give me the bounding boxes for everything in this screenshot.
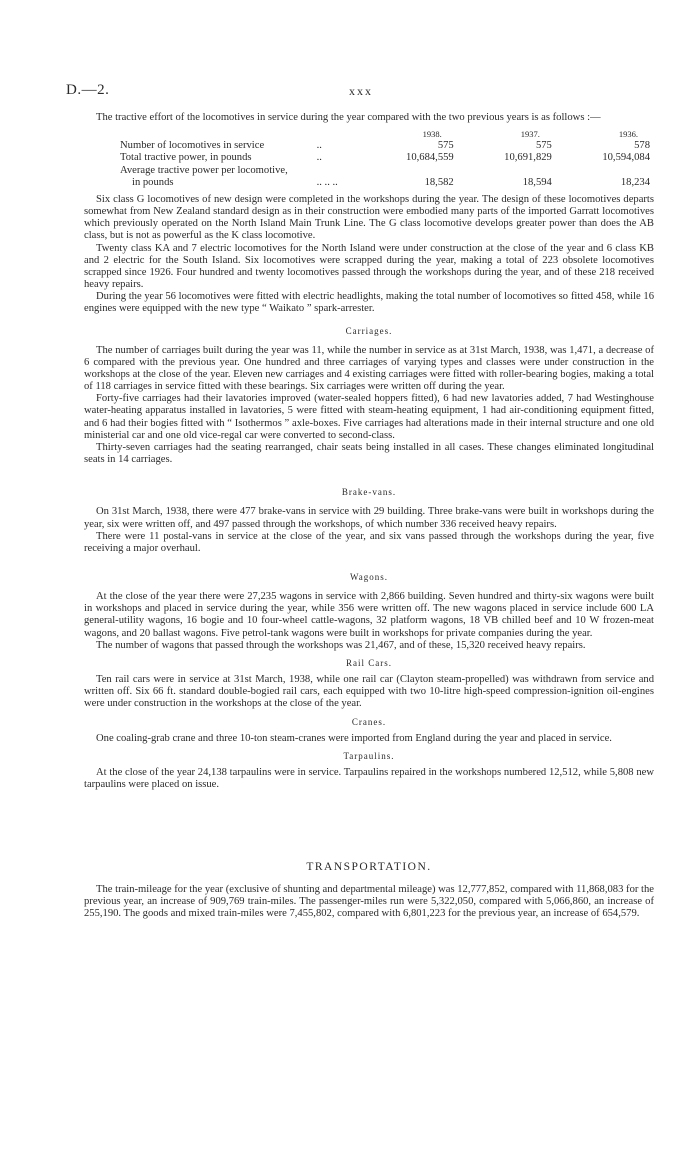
intro-paragraph: The tractive effort of the locomotives in service during the year compared with the two previous years is as follows :— xyxy=(96,112,601,123)
locomotive-paragraph: Twenty class KA and 7 electric locomotives for the North Island were under construction at the close of the year and 6 class KB and 2 electric for the South Island. Six locomotives were scrapped during the year, making a total of 223 obsolete locomotives scrapped since 1926. Four hundred and twenty locomotives passed through the workshops during the year, and of these 218 received heavy repairs. xyxy=(84,242,654,291)
tractive-effort-table xyxy=(120,128,650,189)
page-reference: D.—2. xyxy=(66,82,110,98)
year-1938: 1938. xyxy=(422,129,442,140)
table-row: in pounds .. .. .. 18,582 18,594 18,234 xyxy=(132,176,650,188)
tarpaulins-paragraph: At the close of the year 24,138 tarpaulins were in service. Tarpaulins repaired in the workshops numbered 12,512, while 5,808 new tarpaulins were placed on issue. xyxy=(84,767,654,791)
page-number: xxx xyxy=(349,84,373,98)
wagons-paragraph: At the close of the year there were 27,235 wagons in service with 2,866 building. Seven hundred and thirty-six wagons were built in workshops and placed in service during the year, while 356 were written off. The new wagons placed in service include 600 LA general-utility wagons, 16 bogie and 10 four-wheel cattle-wagons, 32 platform wagons, 18 VB chilled beef and 10 W frozen-meat wagons, and 20 ballast wagons. Five petrol-tank wagons were built in workshops for private companies during the year. xyxy=(84,591,654,639)
transportation-paragraph: The train-mileage for the year (exclusive of shunting and departmental mileage) was 12,777,852, compared with 11,868,083 for the previous year, an increase of 909,769 train-miles. The passenger-miles run were 5,322,050, compared with 5,066,860, an increase of 255,190. The goods and mixed train-miles were 7,455,802, compared with 6,801,223 for the previous year, an increase of 654,579. xyxy=(84,883,654,919)
section-heading-brake-vans: Brake-vans. xyxy=(341,487,397,498)
table-row: Average tractive power per locomotive, xyxy=(120,164,288,176)
brake-vans-paragraph: On 31st March, 1938, there were 477 brake-vans in service with 29 building. Three brake-vans were built in workshops during the year, six were written off, and 497 passed through the workshops, of which number 336 received heavy repairs. xyxy=(84,506,654,530)
carriages-paragraph: Thirty-seven carriages had the seating rearranged, chair seats being installed in all cases. These changes eliminated longitudinal seats in 14 carriages. xyxy=(84,441,654,466)
cranes-paragraph: One coaling-grab crane and three 10-ton steam-cranes were imported from England during the year and placed in service. xyxy=(96,732,612,744)
table-year-header xyxy=(120,128,650,140)
brake-vans-paragraph: There were 11 postal-vans in service at the close of the year, and six vans passed through the workshops during the year, five receiving a major overhaul. xyxy=(84,530,654,554)
document-body xyxy=(84,112,654,920)
rail-cars-paragraph: Ten rail cars were in service at 31st March, 1938, while one rail car (Clayton steam-propelled) was withdrawn from service and written off. Six 66 ft. standard double-bogied rail cars, each equipped with two 10-litre high-speed compression-ignition oil-engines were under construction in the workshops at the close of the year. xyxy=(84,674,654,710)
year-1936: 1936. xyxy=(618,129,638,140)
year-1937: 1937. xyxy=(520,129,540,140)
section-heading-transportation: TRANSPORTATION. xyxy=(306,861,432,874)
section-heading-cranes: Cranes. xyxy=(351,716,387,727)
section-heading-rail-cars: Rail Cars. xyxy=(346,657,392,668)
page-header xyxy=(66,82,656,102)
table-row: Number of locomotives in service .. 575 575 578 xyxy=(120,140,650,152)
section-heading-carriages: Carriages. xyxy=(345,325,393,336)
carriages-paragraph: Forty-five carriages had their lavatories improved (water-sealed hoppers fitted), 6 had new lavatories added, 7 had Westinghouse water-heating apparatus installed in lavatories, 5 were fitted with steam-heating equipment, 1 had air-conditioning equipment fitted, and 6 had their bogies fitted with “ Isothermos ” axle-boxes. Five carriages had alterations made in their internal structure and one old ministerial car and one old vice-regal car were converted to second-class. xyxy=(84,393,654,441)
section-heading-tarpaulins: Tarpaulins. xyxy=(343,750,395,761)
locomotive-paragraph: During the year 56 locomotives were fitted with electric headlights, making the total number of locomotives so fitted 458, while 16 engines were equipped with the new type “ Waikato ” spark-arrester. xyxy=(84,291,654,315)
section-heading-wagons: Wagons. xyxy=(349,572,389,582)
carriages-paragraph: The number of carriages built during the year was 11, while the number in service as at 31st March, 1938, was 1,471, a decrease of 6 compared with the previous year. One hundred and three carriages of varying types and classes were under construction in the workshops at the close of the year. Eleven new carriages and 4 existing carriages were fitted with roller-bearing bogies, making a total of 118 carriages in service fitted with these bearings. Six carriages were written off during the year. xyxy=(84,344,654,393)
locomotive-paragraph: Six class G locomotives of new design were completed in the workshops during the year. The design of these locomotives departs somewhat from New Zealand standard design as in their construction were embodied many parts of the imported Garratt locomotives which previously operated on the North Island Main Trunk Line. The G class locomotive develops greater power than does the AB class, but is not as powerful as the K class locomotive. xyxy=(84,193,654,242)
wagons-paragraph: The number of wagons that passed through the workshops was 21,467, and of these, 15,320 received heavy repairs. xyxy=(96,639,586,651)
table-row: Total tractive power, in pounds .. 10,684,559 10,691,829 10,594,084 xyxy=(120,152,650,164)
